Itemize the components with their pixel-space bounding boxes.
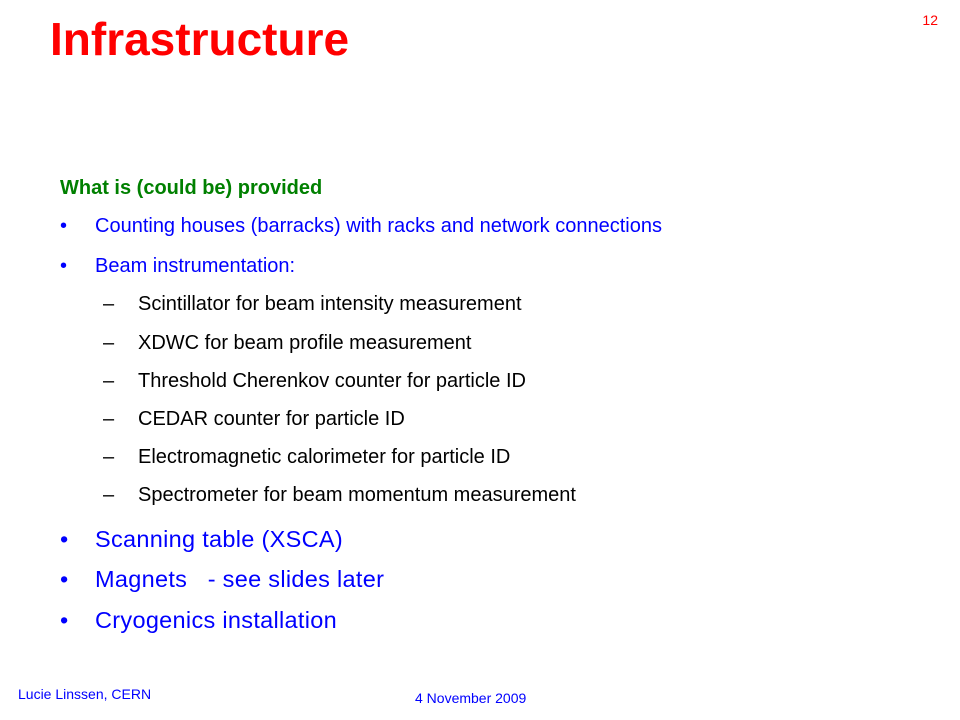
slide-title: Infrastructure [50, 13, 350, 65]
bullet-text: Scanning table (XSCA) [95, 526, 343, 552]
footer-date: 4 November 2009 [415, 690, 527, 706]
slide-number: 12 [922, 12, 938, 28]
sub-bullet-text: CEDAR counter for particle ID [138, 408, 405, 430]
sub-bullet-cherenkov [103, 370, 526, 393]
bullet-counting-houses [60, 215, 662, 238]
sub-bullet-cedar [103, 408, 405, 431]
sub-bullet-xdwc [103, 332, 471, 355]
sub-bullet-marker: – [103, 332, 115, 354]
bullet-cryogenics [60, 607, 337, 634]
sub-bullet-spectrometer [103, 484, 576, 507]
bullet-text: Counting houses (barracks) with racks and network connections [95, 215, 662, 237]
sub-bullet-text: Electromagnetic calorimeter for particle ID [138, 446, 511, 468]
bullet-text: Cryogenics installation [95, 607, 338, 633]
sub-bullet-marker: – [103, 408, 115, 430]
sub-bullet-marker: – [103, 484, 115, 506]
sub-bullet-scintillator [103, 293, 522, 316]
sub-bullet-text: Spectrometer for beam momentum measurement [138, 484, 576, 506]
bullet-scanning-table [60, 526, 343, 553]
footer-author: Lucie Linssen, CERN [18, 686, 152, 702]
sub-bullet-text: XDWC for beam profile measurement [138, 332, 472, 354]
sub-bullet-marker: – [103, 370, 115, 392]
sub-bullet-marker: – [103, 446, 115, 468]
sub-bullet-calorimeter [103, 446, 510, 469]
bullet-marker: • [60, 566, 69, 592]
section-subheading: What is (could be) provided [60, 177, 323, 199]
sub-bullet-marker: – [103, 293, 115, 315]
bullet-magnets [60, 566, 384, 593]
bullet-beam-instrumentation [60, 255, 295, 278]
sub-bullet-text: Threshold Cherenkov counter for particle ID [138, 370, 526, 392]
bullet-marker: • [60, 215, 68, 237]
bullet-marker: • [60, 607, 69, 633]
bullet-text: Beam instrumentation: [95, 255, 296, 277]
bullet-marker: • [60, 526, 69, 552]
sub-bullet-text: Scintillator for beam intensity measurement [138, 293, 522, 315]
bullet-text: Magnets - see slides later [95, 566, 385, 592]
bullet-marker: • [60, 255, 68, 277]
